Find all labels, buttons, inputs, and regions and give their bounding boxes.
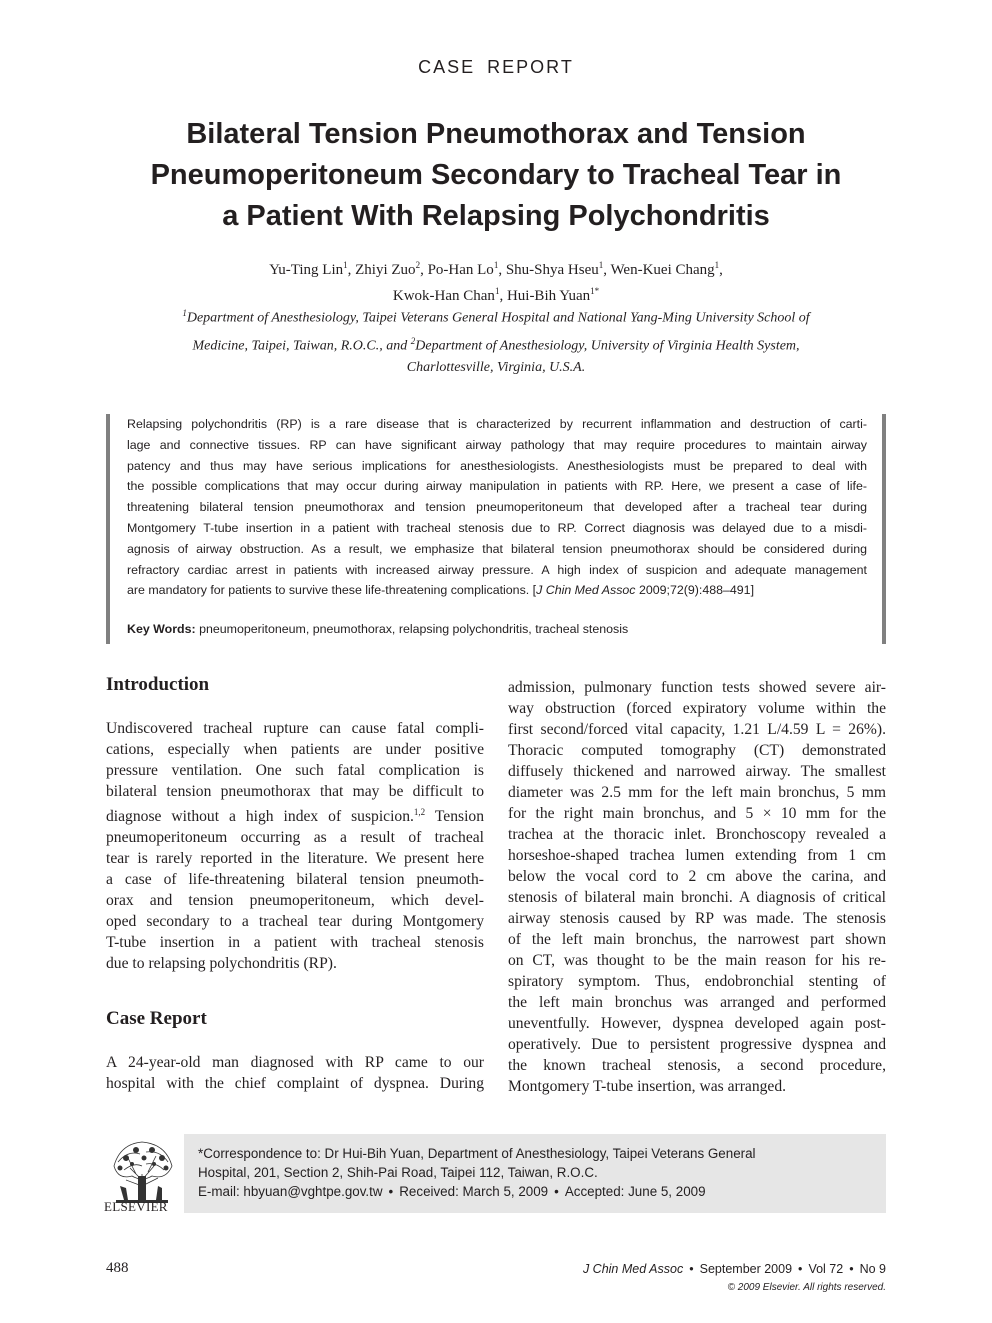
body-line: pneumoperitoneum occurring as a result of tracheal (106, 829, 484, 847)
elsevier-wordmark: ELSEVIER (104, 1199, 168, 1214)
body-line: of the left main bronchus, the narrowest part shown (508, 931, 886, 948)
body-line: uneventfully. However, dyspnea developed again post- (508, 1015, 886, 1032)
body-line: orax and tension pneumoperitoneum, which devel- (106, 892, 484, 910)
section-label-word: CASE (418, 57, 476, 77)
body-line: a case of life-threatening bilateral tension pneumoth- (106, 871, 484, 889)
section-heading-introduction: Introduction (106, 674, 210, 695)
author-affil-mark: 1 (493, 260, 499, 270)
correspondence-line: Hospital, 201, Section 2, Shih-Pai Road, Taipei 112, Taiwan, R.O.C. (198, 1165, 598, 1180)
body-line: on CT, was thought to be the main reason for his re- (508, 952, 886, 969)
author-affil-mark: 1 (494, 286, 500, 296)
body-line: diffusely thickened and narrowed airway. The smallest (508, 763, 886, 780)
body-line: admission, pulmonary function tests showed severe air- (508, 679, 886, 696)
affil-mark: 1 (182, 308, 187, 318)
author-affil-mark: 1 (343, 260, 348, 270)
abstract-line: Montgomery T-tube insertion in a patient with tracheal stenosis due to RP. Correct diagnosis was delayed due to a misdi- (127, 520, 867, 535)
issue-number: No 9 (859, 1262, 886, 1276)
key-words-label: Key Words: (127, 622, 196, 636)
issue-date: September 2009 (699, 1262, 793, 1276)
section-label (0, 57, 992, 78)
author-affil-mark: 1 (598, 260, 604, 270)
body-line: operatively. Due to persistent progressive dyspnea and (508, 1036, 886, 1053)
affil-line: Medicine, Taipei, Taiwan, R.O.C., and (192, 338, 411, 354)
abstract-right-rule (882, 414, 886, 644)
author-list: Yu-Ting Lin$^1$, Zhiyi Zuo$^2$, Po-Han Lo$^1$, Shu-Shya Hseu$^1$, Wen-Kuei Chang$^1$, Kwok-Han Chan$^1$, Hui-Bih Yuan$^{1*}$ (269, 260, 723, 304)
affil-line: Department of Anesthesiology, University of Virginia Health System, (415, 338, 800, 354)
correspondence-box (184, 1134, 886, 1213)
body-line: T-tube insertion in a patient with tracheal stenosis (106, 934, 484, 952)
body-line: bilateral tension pneumothorax that may be difficult to (106, 783, 484, 800)
body-line: the left main bronchus was arranged and performed (508, 994, 886, 1011)
abstract-line: patency and thus may have serious implications for anesthesiologists. Anesthesiologists must be prepared to deal with (127, 458, 867, 473)
body-line: Undiscovered tracheal rupture can cause fatal compli- (106, 720, 484, 737)
body-line: airway stenosis caused by RP was made. The stenosis (508, 910, 886, 927)
title-line: Pneumoperitoneum Secondary to Tracheal Tear in (150, 159, 842, 191)
author-name: Hui-Bih Yuan (506, 288, 591, 304)
abstract-text-span: are mandatory for patients to survive these life-threatening complications. [ (127, 583, 537, 598)
journal-footer: J Chin Med Assoc • September 2009 • Vol 72 • No 9 (582, 1262, 886, 1276)
author-name: Shu-Shya Hseu (505, 262, 599, 278)
body-line: cations, especially when patients are under positive (106, 741, 484, 758)
body-line: first second/forced vital capacity, 1.21 L/4.59 L = 26%). (508, 721, 886, 738)
body-line: Montgomery T-tube insertion, was arranged. (508, 1078, 787, 1095)
author-name: Zhiyi Zuo (355, 262, 416, 278)
abstract-line: the possible complications that may occur during airway manipulation in patients with RP. Here, we present a case of life- (127, 479, 867, 494)
author-affil-mark: 1 (714, 260, 720, 270)
volume: Vol 72 (808, 1262, 844, 1276)
body-line: way obstruction (forced expiratory volume within the (508, 700, 886, 717)
body-line: horseshoe-shaped trachea lumen extending from 1 cm (508, 847, 886, 864)
body-line: diameter was 2.5 mm for the left main bronchus, 5 mm (508, 784, 886, 801)
body-line: A 24-year-old man diagnosed with RP came to our (106, 1054, 484, 1071)
author-name: Kwok-Han Chan (392, 288, 495, 304)
body-line: for the right main bronchus, and 5 × 10 mm for the (508, 805, 886, 822)
author-name: Yu-Ting Lin (269, 262, 344, 278)
case-body (106, 1052, 484, 1094)
author-affil-mark: 1* (590, 286, 600, 296)
affil-line: Department of Anesthesiology, Taipei Veterans General Hospital and National Yang-Ming University School of (186, 310, 810, 326)
received-date: Received: March 5, 2009 (399, 1184, 549, 1199)
citation-ref: 1,2 (413, 807, 426, 817)
abstract-citation: 2009;72(9):488–491] (635, 583, 755, 598)
section-heading-case-report: Case Report (106, 1008, 207, 1029)
abstract-line (127, 580, 867, 601)
body-line: tear is rarely reported in the literature. We present here (106, 850, 484, 868)
abstract-box (106, 414, 886, 644)
body-line (106, 802, 484, 827)
abstract-line: threatening bilateral tension pneumothorax and tension pneumoperitoneum that developed after a tracheal tear during (127, 500, 867, 515)
correspondence-line: *Correspondence to: Dr Hui-Bih Yuan, Department of Anesthesiology, Taipei Veterans General (198, 1146, 756, 1161)
affil-line: Charlottesville, Virginia, U.S.A. (406, 360, 586, 376)
article-title (110, 114, 882, 237)
title-line: Bilateral Tension Pneumothorax and Tension (186, 118, 806, 150)
abstract-journal: J Chin Med Assoc (536, 583, 636, 598)
body-line: the known tracheal stenosis, a second procedure, (508, 1057, 886, 1074)
journal-name: J Chin Med Assoc (582, 1262, 684, 1276)
abstract-line: Relapsing polychondritis (RP) is a rare disease that is characterized by recurrent inflammation and destruction of carti- (127, 417, 867, 431)
abstract-line: agnosis of airway obstruction. As a result, we emphasize that bilateral tension pneumothorax should be considered during (127, 541, 867, 556)
body-line: below the vocal cord to 2 cm above the carina, and (508, 868, 886, 885)
body-line: due to relapsing polychondritis (RP). (106, 955, 337, 973)
body-line: pressure ventilation. One such fatal complication is (106, 762, 484, 779)
abstract-line: refractory cardiac arrest in patients with increased airway pressure. A high index of suspicion and adequate management (127, 562, 867, 577)
section-label-word: REPORT (487, 57, 574, 77)
title-line: a Patient With Relapsing Polychondritis (222, 200, 770, 232)
author-name: Po-Han Lo (427, 262, 494, 278)
author-affil-mark: 2 (415, 260, 421, 270)
copyright-notice: © 2009 Elsevier. All rights reserved. (727, 1282, 886, 1293)
body-line: trachea at the thoracic inlet. Bronchoscopy revealed a (508, 826, 886, 843)
body-text: diagnose without a high index of suspicion. (106, 808, 414, 826)
abstract-left-rule (106, 414, 110, 644)
abstract-line: lage and connective tissues. RP can have significant airway pathology that may require procedures to maintain airway (127, 437, 867, 452)
body-line: oped secondary to a tracheal tear during Montgomery (106, 913, 484, 931)
page-number: 488 (106, 1260, 129, 1276)
key-words-text: pneumoperitoneum, pneumothorax, relapsing polychondritis, tracheal stenosis (195, 622, 629, 636)
accepted-date: Accepted: June 5, 2009 (564, 1184, 706, 1199)
body-line: stenosis of bilateral main bronchi. A diagnosis of critical (508, 889, 886, 906)
right-column-body (508, 677, 886, 1097)
correspondence-email: E-mail: hbyuan@vghtpe.gov.tw (198, 1184, 383, 1199)
correspondence-text (198, 1144, 756, 1201)
correspondence-line: E-mail: hbyuan@vghtpe.gov.tw • Received: March 5, 2009 • Accepted: June 5, 2009 (198, 1184, 706, 1199)
affil-mark: 2 (410, 335, 416, 346)
key-words (127, 622, 628, 636)
body-line: Thoracic computed tomography (CT) demonstrated (508, 742, 886, 759)
intro-body (106, 718, 484, 974)
author-name: Wen-Kuei Chang (610, 262, 715, 278)
affiliations (130, 302, 862, 379)
body-text: Tension (425, 808, 484, 826)
body-line: hospital with the chief complaint of dyspnea. During (106, 1075, 484, 1092)
abstract-text (127, 414, 867, 601)
body-line: spiratory symptom. Thus, endobronchial stenting of (508, 973, 886, 990)
